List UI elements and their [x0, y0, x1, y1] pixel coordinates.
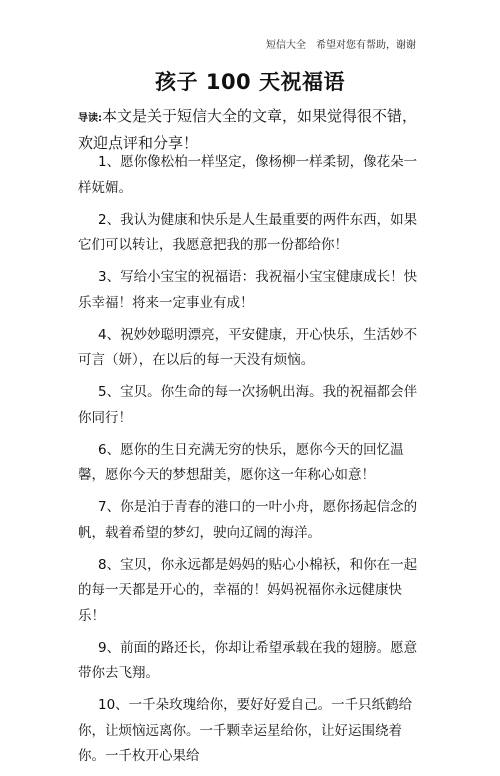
intro-text: 本文是关于短信大全的文章，如果觉得很不错，欢迎点评和分享！ — [78, 107, 418, 152]
paragraph-8: 8、宝贝，你永远都是妈妈的贴心小棉袄，和你在一起的每一天都是开心的，幸福的！妈妈祝福你永远健康快乐！ — [78, 556, 418, 624]
paragraph-10: 10、一千朵玫瑰给你，要好好爱自己。一千只纸鹤给你，让烦恼远离你。一千颗幸运星给你，让好运围绕着你。一千枚开心果给 — [78, 697, 413, 764]
paragraph-9: 9、前面的路还长，你却让希望承载在我的翅膀。愿意带你去飞翔。 — [78, 639, 418, 681]
document-title: 孩子 100 天祝福语 — [155, 70, 345, 94]
document-body — [78, 150, 428, 776]
paragraph-3: 3、写给小宝宝的祝福语：我祝福小宝宝健康成长！快乐幸福！将来一定事业有成！ — [78, 269, 418, 311]
page-header — [0, 36, 500, 56]
paragraph-1: 1、愿你像松柏一样坚定，像杨柳一样柔韧，像花朵一样妩媚。 — [78, 154, 418, 196]
paragraph-6: 6、愿你的生日充满无穷的快乐，愿你今天的回忆温馨，愿你今天的梦想甜美，愿你这一年称心如意！ — [78, 441, 404, 483]
intro-label: 导读: — [78, 113, 102, 124]
intro-block — [78, 104, 428, 156]
paragraph-2: 2、我认为健康和快乐是人生最重要的两件东西，如果它们可以转让，我愿意把我的那一份都给你！ — [78, 211, 418, 253]
paragraph-4: 4、祝妙妙聪明漂亮，平安健康，开心快乐，生活妙不可言（妍），在以后的每一天没有烦恼。 — [78, 326, 418, 368]
header-text: 短信大全 希望对您有帮助，谢谢 — [266, 40, 416, 51]
paragraph-7: 7、你是泊于青春的港口的一叶小舟，愿你扬起信念的帆，载着希望的梦幻，驶向辽阔的海洋。 — [78, 499, 418, 541]
paragraph-5: 5、宝贝。你生命的每一次扬帆出海。我的祝福都会伴你同行！ — [78, 384, 418, 426]
